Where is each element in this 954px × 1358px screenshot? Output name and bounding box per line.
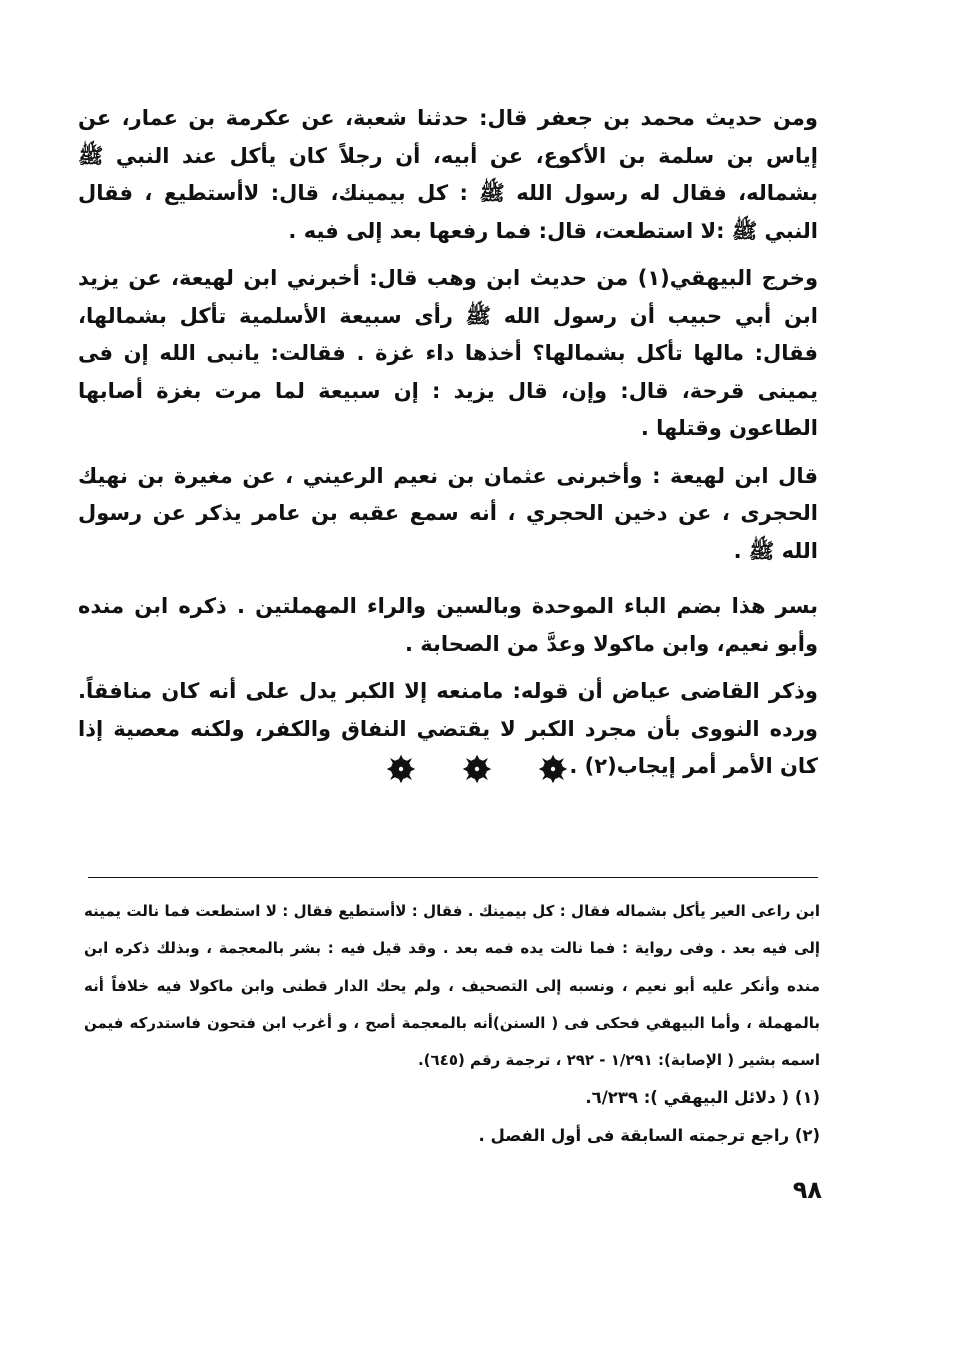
footnote-separator — [88, 877, 818, 878]
paragraph-4: بسر هذا بضم الباء الموحدة وبالسين والراء المهملتين . ذكره ابن منده وأبو نعيم، وابن ماكولا وعدَّ من الصحابة . — [78, 594, 818, 656]
footnote-continuation: ابن راعى العير يأكل بشماله فقال : كل بيمينك . فقال : لاأستطيع فقال : لا استطعت فما نالت يمينه إلى فيه بعد . وفى رواية : فما نالت يده فمه بعد . وقد قيل فيه : بشر بالمعجمة ، وبذلك ذكره ابن منده وأنكر عليه أبو نعيم ، ونسبه إلى التصحيف ، ولم يحك الدار قطنى وابن ماكولا فيه خلافاً أنه بالمهملة ، وأما البيهقي فحكى فى ( السنن)أنه بالمعجمة أصح ، و أغرب ابن فتحون فاستدركه فيمن اسمه بشير ( الإصابة): ١/٢٩١ - ٢٩٢ ، ترجمة رقم (٦٤٥). — [84, 902, 820, 1070]
section-divider — [0, 755, 954, 783]
footnotes — [84, 893, 820, 1155]
page-number: ٩٨ — [792, 1176, 822, 1204]
paragraph-2: وخرج البيهقي(١) من حديث ابن وهب قال: أخبرني ابن لهيعة، عن يزيد ابن أبي حبيب أن رسول الله ﷺ رأى سبيعة الأسلمية تأكل بشمالها، فقال: مالها تأكل بشمالها؟ أخذها داء غزة . فقالت: يانبى الله إن فى يمينى قرحة، قال: وإن، قال يزيد : إن سبيعة لما مرت بغزة أصابها الطاعون وقتلها . — [78, 266, 818, 440]
rosette-icon — [387, 755, 415, 783]
footnote-1: (١) ( دلائل البيهقي ): ٦/٢٣٩. — [585, 1088, 820, 1108]
rosette-icon — [463, 755, 491, 783]
paragraph-1: ومن حديث محمد بن جعفر قال: حدثنا شعبة، عن عكرمة بن عمار، عن إياس بن سلمة بن الأكوع، عن أبيه، أن رجلاً كان يأكل عند النبي ﷺ بشماله، فقال له رسول الله ﷺ : كل بيمينك، قال: لاأستطيع ، فقال النبي ﷺ :لا استطعت، قال: فما رفعها بعد إلى فيه . — [78, 106, 818, 243]
main-text — [78, 100, 818, 796]
rosette-icon — [539, 755, 567, 783]
footnote-2: (٢) راجع ترجمته السابقة فى أول الفصل . — [478, 1126, 820, 1146]
paragraph-3: قال ابن لهيعة : وأخبرنى عثمان بن نعيم الرعيني ، عن مغيرة بن نهيك الحجرى ، عن دخين الحجري ، أنه سمع عقبه بن عامر يذكر عن رسول الله ﷺ . — [78, 463, 818, 563]
paragraph-5: وذكر القاضى عياض أن قوله: مامنعه إلا الكبر يدل على أنه كان منافقاً. ورده النووى بأن مجرد الكبر لا يقتضي النفاق والكفر، ولكنه معصية إذا كان الأمر أمر إيجاب(٢) . — [78, 679, 818, 778]
